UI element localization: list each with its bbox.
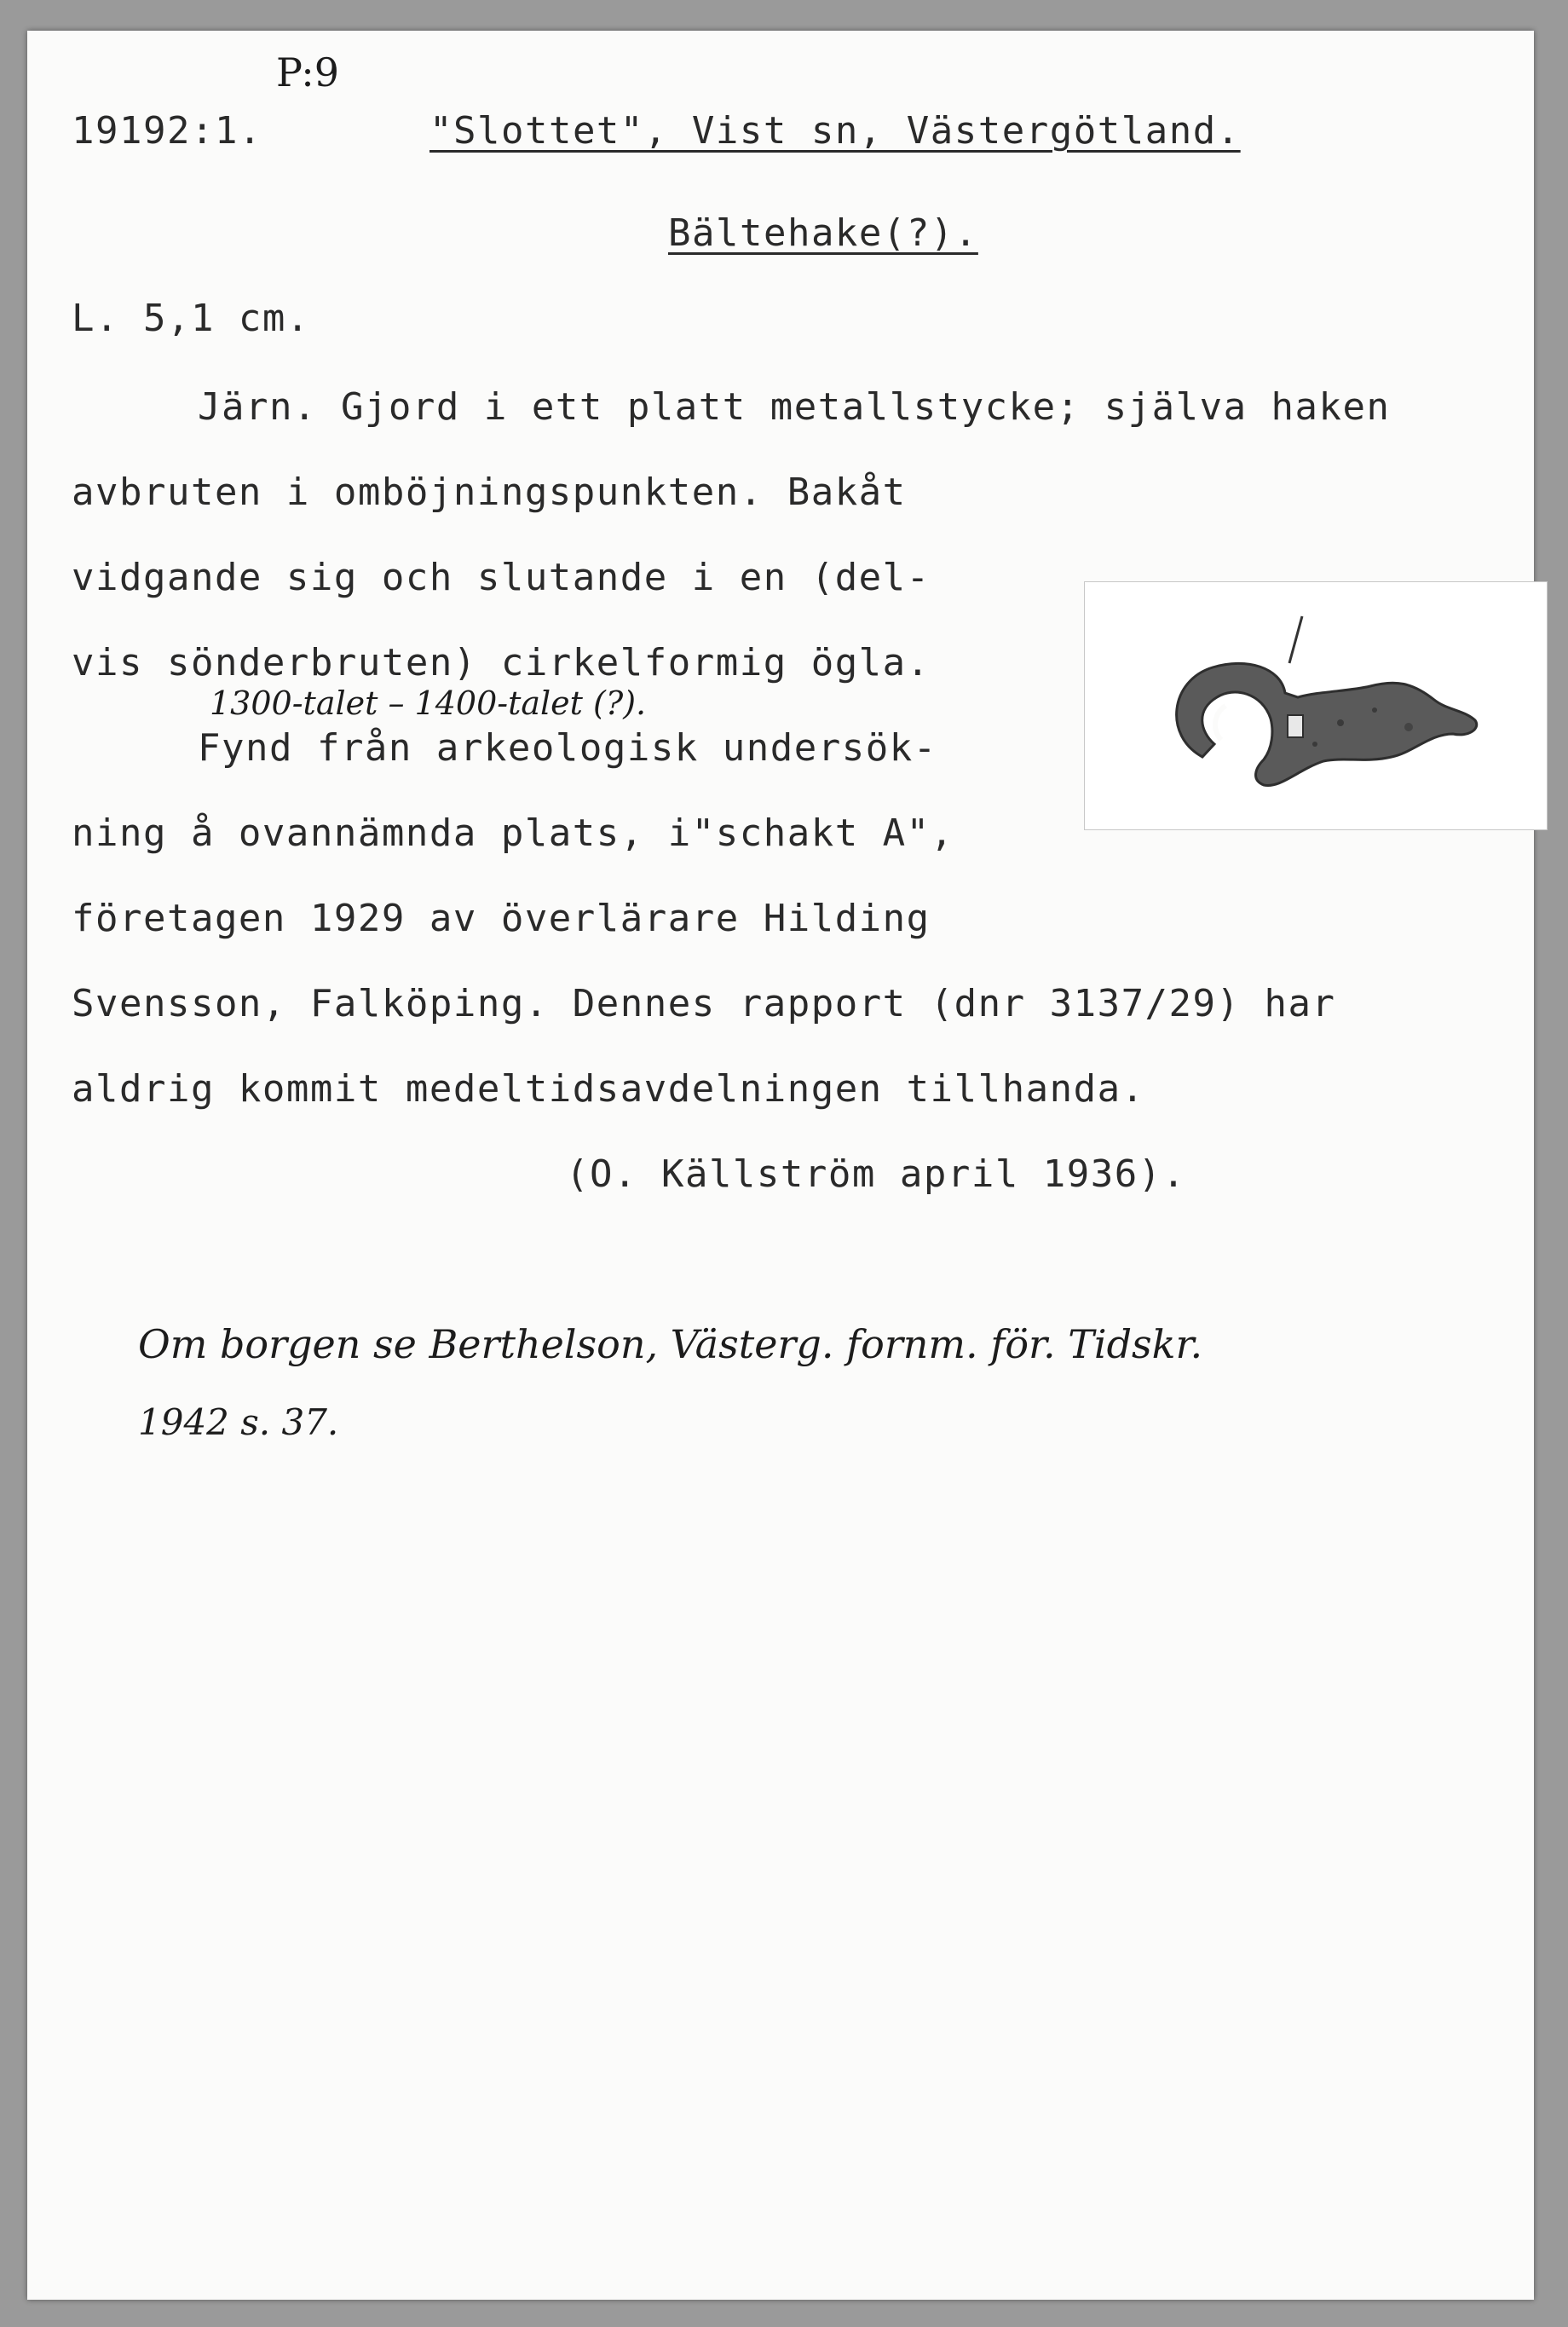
description-line: avbruten i omböjningspunkten. Bakåt xyxy=(72,471,907,514)
author-signature: (O. Källström april 1936). xyxy=(566,1152,1186,1196)
inventory-number: 19192:1. xyxy=(72,109,262,153)
find-line: aldrig kommit medeltidsavdelningen tillhanda. xyxy=(72,1067,1145,1111)
handwritten-note-line: 1942 s. 37. xyxy=(138,1401,339,1443)
find-line: företagen 1929 av överlärare Hilding xyxy=(72,897,931,940)
description-line: vidgande sig och slutande i en (del- xyxy=(72,556,931,599)
belt-hook-photograph xyxy=(1084,581,1548,830)
shelf-mark: P:9 xyxy=(276,49,340,95)
description-line: Järn. Gjord i ett platt metallstycke; själva haken xyxy=(198,385,1391,429)
location-heading: "Slottet", Vist sn, Västergötland. xyxy=(429,109,1241,153)
belt-hook-icon xyxy=(1085,582,1547,829)
find-line: ning å ovannämnda plats, i"schakt A", xyxy=(72,811,954,855)
description-line: vis sönderbruten) cirkelformig ögla. xyxy=(72,641,931,684)
catalog-card xyxy=(27,31,1534,2300)
dating-note: 1300-talet – 1400-talet (?). xyxy=(210,684,647,722)
length-measurement: L. 5,1 cm. xyxy=(72,297,310,340)
find-line: Fynd från arkeologisk undersök- xyxy=(198,726,937,770)
handwritten-note-line: Om borgen se Berthelson, Västerg. fornm. för. Tidskr. xyxy=(138,1321,1203,1367)
find-line: Svensson, Falköping. Dennes rapport (dnr 3137/29) har xyxy=(72,982,1336,1025)
object-name: Bältehake(?). xyxy=(668,211,978,255)
